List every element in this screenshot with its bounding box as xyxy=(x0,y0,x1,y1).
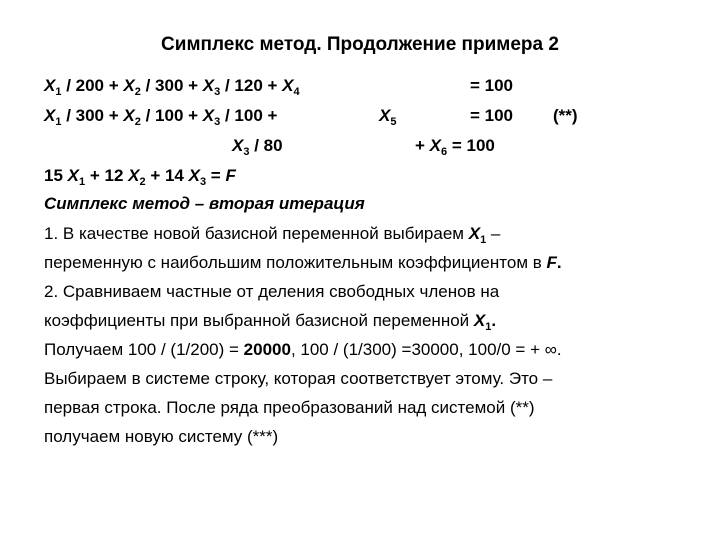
text: Получаем 100 / (1/200) = xyxy=(44,340,244,359)
term-text: / 100 + xyxy=(140,106,203,125)
equation-row-2 xyxy=(44,106,282,128)
section-heading: Симплекс метод – вторая итерация xyxy=(44,194,365,213)
equals-sign: = xyxy=(206,166,226,185)
text: . xyxy=(491,311,497,330)
body-line-7: первая строка. После ряда преобразований над системой (**) xyxy=(44,398,535,417)
system-mark: (**) xyxy=(553,106,578,125)
row-3-rhs xyxy=(415,136,495,158)
var-x2: X xyxy=(123,76,135,95)
row-1-rhs: = 100 xyxy=(470,76,514,95)
body-line-8: получаем новую систему (***) xyxy=(44,427,279,446)
plus-sign: + xyxy=(415,136,430,155)
sub-3: 3 xyxy=(214,86,221,98)
term-text: / 100 + xyxy=(220,106,283,125)
body-line-4 xyxy=(44,311,496,333)
text: коэффициенты при выбранной базисной переменной xyxy=(44,311,474,330)
term-text: / 200 + xyxy=(61,76,124,95)
var-f: F xyxy=(225,166,236,185)
body-line-5 xyxy=(44,340,562,360)
coef-1: 15 xyxy=(44,166,68,185)
highlighted-value: 20000 xyxy=(243,340,291,359)
slide-title: Симплекс метод. Продолжение примера 2 xyxy=(161,34,559,55)
var-x1: X xyxy=(44,106,56,125)
var-x5: X xyxy=(379,106,391,125)
var-x1: X xyxy=(473,311,486,330)
body-line-6: Выбираем в системе строку, которая соответствует этому. Это – xyxy=(44,369,553,388)
var-x1: X xyxy=(67,166,79,185)
sub-1: 1 xyxy=(78,176,86,188)
sub-6: 6 xyxy=(441,146,448,158)
coef-2: + 12 xyxy=(85,166,129,185)
var-x2: X xyxy=(128,166,140,185)
var-x4: X xyxy=(282,76,294,95)
objective-function xyxy=(44,166,236,188)
text: – xyxy=(486,224,501,243)
coef-3: + 14 xyxy=(145,166,189,185)
sub-1: 1 xyxy=(480,234,487,246)
text: . xyxy=(556,253,562,272)
var-x3: X xyxy=(202,76,215,95)
term-text: / 300 + xyxy=(61,106,124,125)
var-x1: X xyxy=(468,224,481,243)
sub-5: 5 xyxy=(390,116,397,128)
sub-2: 2 xyxy=(134,116,141,128)
var-x1: X xyxy=(44,76,56,95)
body-line-3: 2. Сравниваем частные от деления свободных членов на xyxy=(44,282,500,301)
var-x2: X xyxy=(123,106,135,125)
sub-3: 3 xyxy=(199,176,207,188)
var-x3: X xyxy=(202,106,215,125)
body-line-1 xyxy=(44,224,500,246)
sub-1: 1 xyxy=(485,321,492,333)
text: , 100 / (1/300) =30000, 100/0 = + ∞. xyxy=(290,340,562,359)
sub-1: 1 xyxy=(55,116,62,128)
equation-row-3 xyxy=(232,136,283,158)
sub-1: 1 xyxy=(55,86,62,98)
var-f: F xyxy=(546,253,557,272)
sub-2: 2 xyxy=(134,86,141,98)
rhs-value: = 100 xyxy=(451,136,495,155)
term-text: / 80 xyxy=(249,136,283,155)
row-2-rhs: = 100 xyxy=(470,106,514,125)
term-text: / 120 + xyxy=(220,76,283,95)
body-line-2 xyxy=(44,253,562,273)
sub-3: 3 xyxy=(243,146,250,158)
sub-3: 3 xyxy=(214,116,221,128)
text: 1. В качестве новой базисной переменной выбираем xyxy=(44,224,469,243)
sub-2: 2 xyxy=(139,176,146,188)
text: переменную с наибольшим положительным коэффициентом в xyxy=(44,253,547,272)
sub-4: 4 xyxy=(293,86,300,98)
var-x3: X xyxy=(232,136,244,155)
var-x6: X xyxy=(429,136,441,155)
term-text: / 300 + xyxy=(140,76,203,95)
equation-row-1 xyxy=(44,76,300,98)
row-2-x5 xyxy=(379,106,396,128)
var-x3: X xyxy=(188,166,200,185)
